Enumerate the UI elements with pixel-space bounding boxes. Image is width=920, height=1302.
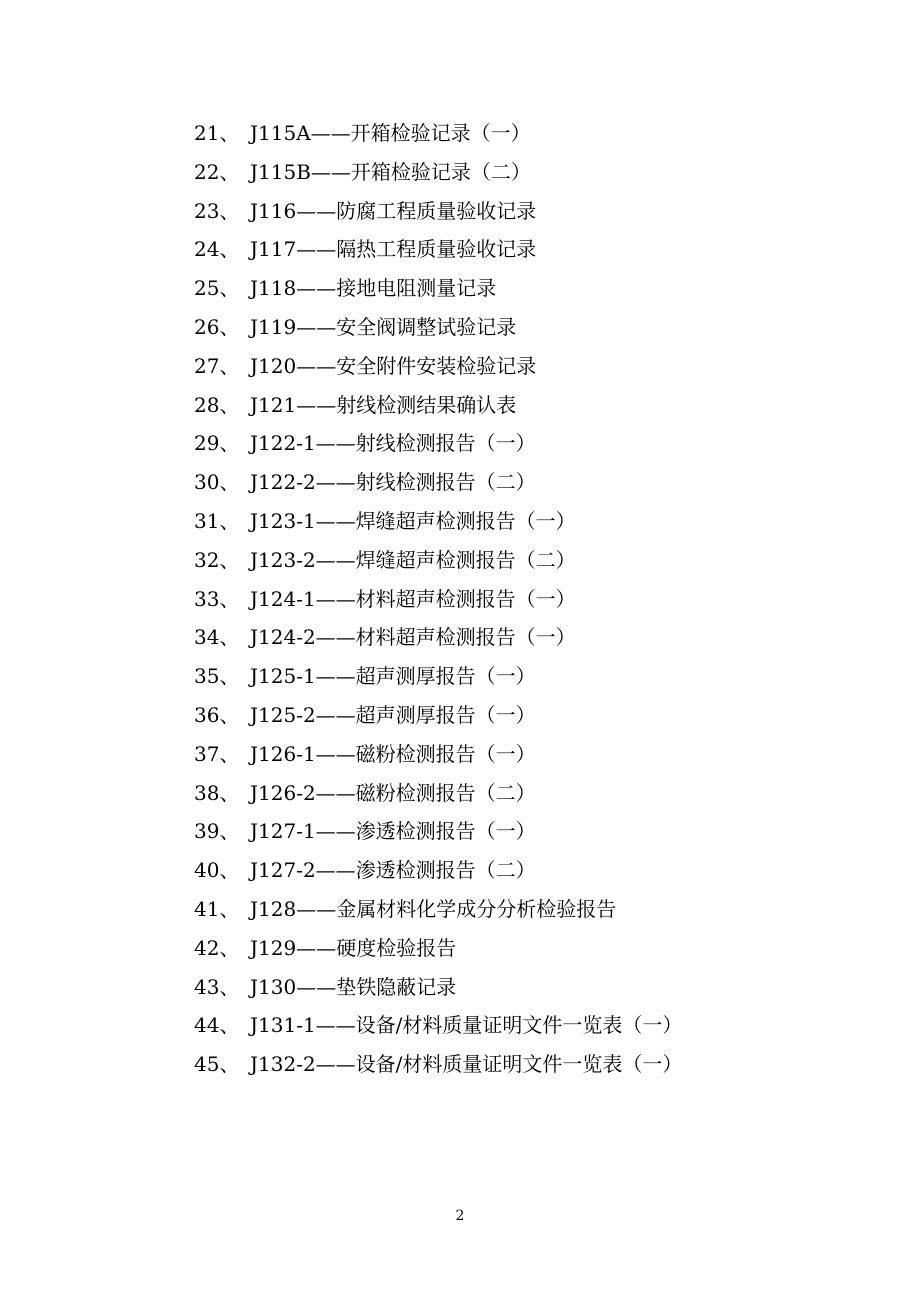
item-text: J121——射线检测结果确认表	[250, 392, 517, 417]
list-item	[194, 347, 682, 386]
item-text: J130——垫铁隐蔽记录	[250, 974, 457, 999]
list-item	[194, 968, 682, 1007]
list-item	[194, 580, 682, 619]
list-item	[194, 269, 682, 308]
item-text: J131-1——设备/材料质量证明文件一览表（一）	[250, 1013, 683, 1038]
item-number: 30、	[194, 470, 240, 495]
list-item	[194, 308, 682, 347]
item-text: J120——安全附件安装检验记录	[250, 353, 537, 378]
item-number: 22、	[194, 159, 240, 184]
item-text: J119——安全阀调整试验记录	[250, 314, 517, 339]
item-number: 33、	[194, 586, 240, 611]
list-item	[194, 424, 682, 463]
list-item	[194, 696, 682, 735]
item-number: 32、	[194, 547, 240, 572]
list-item	[194, 890, 682, 929]
item-text: J128——金属材料化学成分分析检验报告	[250, 896, 617, 921]
item-text: J127-1——渗透检测报告（一）	[250, 819, 536, 844]
record-list	[194, 114, 682, 1084]
item-text: J129——硬度检验报告	[250, 935, 457, 960]
list-item	[194, 230, 682, 269]
item-text: J132-2——设备/材料质量证明文件一览表（一）	[250, 1052, 683, 1077]
item-text: J123-1——焊缝超声检测报告（一）	[250, 508, 576, 533]
list-item	[194, 618, 682, 657]
item-number: 43、	[194, 974, 240, 999]
item-number: 37、	[194, 741, 240, 766]
list-item	[194, 774, 682, 813]
page-number: 2	[455, 1208, 465, 1224]
item-number: 25、	[194, 276, 240, 301]
item-number: 21、	[194, 121, 240, 145]
item-text: J125-1——超声测厚报告（一）	[250, 664, 536, 689]
item-text: J122-2——射线检测报告（二）	[250, 470, 536, 495]
item-text: J124-2——材料超声检测报告（一）	[250, 625, 576, 650]
item-number: 28、	[194, 392, 240, 417]
list-item	[194, 386, 682, 425]
item-number: 23、	[194, 198, 240, 223]
item-number: 24、	[194, 237, 240, 262]
list-item	[194, 812, 682, 851]
list-item	[194, 1045, 682, 1084]
list-item	[194, 541, 682, 580]
item-text: J122-1——射线检测报告（一）	[250, 431, 536, 456]
item-text: J123-2——焊缝超声检测报告（二）	[250, 547, 576, 572]
item-number: 35、	[194, 664, 240, 689]
item-number: 34、	[194, 625, 240, 650]
item-number: 41、	[194, 896, 240, 921]
list-item	[194, 463, 682, 502]
item-number: 26、	[194, 314, 240, 339]
item-number: 27、	[194, 353, 240, 378]
list-item	[194, 851, 682, 890]
list-item	[194, 192, 682, 231]
item-number: 36、	[194, 702, 240, 727]
item-text: J127-2——渗透检测报告（二）	[250, 858, 536, 883]
item-number: 42、	[194, 935, 240, 960]
list-item	[194, 735, 682, 774]
item-text: J115B——开箱检验记录（二）	[250, 159, 531, 184]
list-item	[194, 657, 682, 696]
item-number: 45、	[194, 1052, 240, 1077]
list-item	[194, 502, 682, 541]
item-number: 29、	[194, 431, 240, 456]
item-text: J118——接地电阻测量记录	[250, 276, 497, 301]
item-text: J117——隔热工程质量验收记录	[250, 237, 537, 262]
item-text: J126-1——磁粉检测报告（一）	[250, 741, 536, 766]
list-item	[194, 1006, 682, 1045]
item-text: J126-2——磁粉检测报告（二）	[250, 780, 536, 805]
item-text: J116——防腐工程质量验收记录	[250, 198, 537, 223]
list-item	[194, 929, 682, 968]
item-number: 31、	[194, 508, 240, 533]
list-item	[194, 114, 682, 153]
list-item	[194, 153, 682, 192]
item-text: J124-1——材料超声检测报告（一）	[250, 586, 576, 611]
item-text: J125-2——超声测厚报告（一）	[250, 702, 536, 727]
item-text: J115A——开箱检验记录（一）	[250, 121, 531, 145]
item-number: 38、	[194, 780, 240, 805]
item-number: 44、	[194, 1013, 240, 1038]
item-number: 40、	[194, 858, 240, 883]
item-number: 39、	[194, 819, 240, 844]
